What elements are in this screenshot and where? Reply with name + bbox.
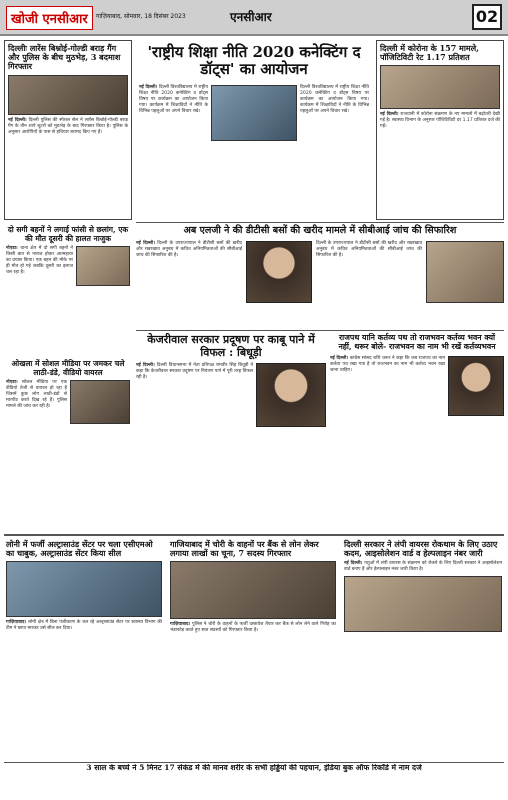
- story-body: दिल्ली विधानसभा में नेता प्रतिपक्ष रामवीर सिंह बिधूड़ी ने कहा कि केजरीवाल सरकार प्रदूषण पर नियंत्रण पाने में पूरी तरह विफल रही है।: [136, 363, 254, 381]
- story-body: लोनी क्षेत्र में बिना पंजीकरण के चल रहे अल्ट्रासाउंड सेंटर पर स्वास्थ्य विभाग की टीम ने छापा मारकर उसे सील कर दिया।: [6, 620, 162, 632]
- story-body: दिल्ली विश्वविद्यालय में राष्ट्रीय शिक्षा नीति 2020 कनेक्टिंग द डॉट्स विषय पर कार्यक्रम का आयोजन किया गया। कार्यक्रम में शिक्षाविदों ने नीति के विभिन्न पहलुओं पर अपने विचार रखे।: [139, 84, 208, 114]
- story-shooting: [4, 224, 132, 354]
- bus-photo: [426, 241, 504, 303]
- page-number: 02: [472, 4, 502, 30]
- tharoor-photo: [448, 356, 504, 416]
- story-covid: [376, 40, 504, 220]
- paper-name: खोजी एनसीआर: [6, 6, 93, 30]
- lg-photo: [246, 241, 312, 303]
- story-headline: ओखला में सोशल मीडिया पर जमकर चले लाठी-डंडे, वीडियो वायरल: [11, 359, 125, 377]
- story-dtc: [136, 224, 504, 328]
- dateline: नई दिल्ली।: [139, 84, 158, 90]
- story-body-cont: दिल्ली के उपराज्यपाल ने डीटीसी बसों की खरीद और रखरखाव अनुबंध में कथित अनियमितताओं की सीबीआई जांच की सिफारिश की है।: [316, 240, 422, 258]
- story-body: दिल्ली के उपराज्यपाल ने डीटीसी बसों की खरीद और रखरखाव अनुबंध में कथित अनियमितताओं की सीबीआई जांच की सिफारिश की है।: [136, 240, 242, 258]
- story-photo: [170, 561, 336, 619]
- dateline: गाज़ियाबाद।: [170, 622, 191, 628]
- story-vehicle-theft: [168, 538, 338, 760]
- story-body: थाना क्षेत्र में दो सगी बहनों ने किसी बात से नाराज होकर आत्महत्या का प्रयास किया। एक बहन की मौके पर ही मौत हो गई जबकि दूसरी का इलाज चल रहा है।: [6, 246, 73, 276]
- story-lead: [136, 40, 372, 220]
- dtc-headline: अब एलजी ने की डीटीसी बसों की खरीद मामले में सीबीआई जांच की सिफारिश: [183, 225, 457, 236]
- story-virus: [342, 538, 504, 760]
- dateline: नई दिल्ली।: [344, 561, 363, 567]
- story-body-cont: दिल्ली विश्वविद्यालय में राष्ट्रीय शिक्षा नीति 2020 कनेक्टिंग द डॉट्स विषय पर कार्यक्रम का आयोजन किया गया। कार्यक्रम में शिक्षाविदों ने नीति के विभिन्न पहलुओं पर अपने विचार रखे।: [300, 84, 369, 114]
- date-line: गाज़ियाबाद, सोमवार, 18 दिसंबर 2023: [96, 13, 186, 20]
- story-headline: गाजियाबाद में चोरी के वाहनों पर बैंक से लोन लेकर लगाया लाखों का चूना, 7 सदस्य गिरफ्तार: [170, 539, 319, 559]
- dateline: नई दिल्ली।: [136, 240, 155, 246]
- bidhuri-photo: [256, 363, 326, 427]
- story-photo: [8, 75, 128, 115]
- story-bottom: [4, 764, 504, 798]
- dateline: नई दिल्ली।: [8, 117, 27, 123]
- story-headline: दिल्ली में कोरोना के 157 मामले, पॉजिटिविटी रेट 1.17 प्रतिशत: [380, 43, 479, 63]
- masthead: [0, 0, 508, 36]
- lead-headline: 'राष्ट्रीय शिक्षा नीति 2020 कनेक्टिंग द डॉट्स' का आयोजन: [147, 43, 361, 79]
- story-photo: [76, 246, 130, 286]
- story-headline: दिल्लीः लारेंस बिश्नोई-गोल्डी बराड़ गैंग और पुलिस के बीच मुठभेड़, 3 बदमाश गिरफ्तार: [8, 43, 121, 72]
- story-photo: [344, 576, 502, 632]
- story-body: राजधानी में कोरोना संक्रमण के नए मामलों में बढ़ोतरी देखी गई है। स्वास्थ्य विभाग के अनुसार पॉजिटिविटी दर 1.17 प्रतिशत दर्ज की गई।: [380, 112, 500, 130]
- dateline: नई दिल्ली।: [136, 363, 155, 369]
- dateline: नोएडा।: [6, 380, 18, 386]
- story-body: पुलिस ने चोरी के वाहनों के फर्जी दस्तावेज तैयार कर बैंक से लोन लेने वाले गिरोह का भंडाफोड़ करते हुए सात सदस्यों को गिरफ्तार किया है।: [170, 622, 336, 634]
- section-title: एनसीआर: [230, 10, 272, 24]
- story-crime-top: [4, 40, 132, 220]
- story-photo: [6, 561, 162, 617]
- story-headline: दिल्ली सरकार ने लंपी वायरस रोकथाम के लिए उठाए कदम, आइसोलेशन वार्ड व हेल्पलाइन नंबर जारी: [344, 539, 498, 559]
- bottom-headline: 3 साल के बच्चे ने 5 मिनट 17 सेकंड में की मानव शरीर के सभी हड्डियों की पहचान, इंडिया बुक ऑफ रिकॉर्ड में नाम दर्ज: [86, 764, 422, 772]
- story-okhla: [4, 358, 132, 530]
- story-body: कांग्रेस सांसद शशि थरूर ने कहा कि जब राजपथ का नाम कर्तव्य पथ रखा गया है तो राजभवन का नाम भी कर्तव्य भवन रखा जाना चाहिए।: [330, 355, 445, 373]
- story-body: दिल्ली पुलिस की स्पेशल सेल ने लारेंस बिश्नोई-गोल्डी बराड़ गैंग के तीन शार्प शूटरों को मुठभेड़ के बाद गिरफ्तार किया है। पुलिस के अनुसार आरोपियों के पास से हथियार बरामद किए गए हैं।: [8, 117, 128, 135]
- pollution-headline: केजरीवाल सरकार प्रदूषण पर काबू पाने में विफल : बिधूड़ी: [147, 333, 315, 359]
- dateline: गाज़ियाबाद।: [6, 620, 27, 626]
- story-headline: लोनी में फर्जी अल्ट्रासाउंड सेंटर पर चला एसीएमओ का चाबुक, अल्ट्रासाउंड सेंटर किया सील: [6, 539, 153, 559]
- story-ultrasound: [4, 538, 164, 760]
- dateline: नई दिल्ली।: [380, 112, 399, 118]
- lead-photo: [211, 85, 297, 141]
- story-body: पशुओं में लंपी वायरस के संक्रमण को रोकने के लिए दिल्ली सरकार ने आइसोलेशन वार्ड बनाए हैं और हेल्पलाइन नंबर जारी किया है।: [344, 561, 502, 573]
- dateline: नोएडा।: [6, 246, 18, 252]
- story-photo: [70, 380, 130, 424]
- story-body: सोशल मीडिया पर एक वीडियो तेजी से वायरल हो रहा है जिसमें कुछ लोग लाठी-डंडों से मारपीट करते दिख रहे हैं। पुलिस मामले की जांच कर रही है।: [6, 380, 67, 410]
- story-pollution: [136, 332, 326, 532]
- rajpath-headline: राजपथ यानि कर्तव्य पथ तो राजभवन कर्तव्य भवन क्यों नहीं, थरूर बोले- राजभवन का नाम भी रखें कर्तव्यभवन: [338, 333, 496, 351]
- story-photo: [380, 65, 500, 109]
- story-headline: दो सगी बहनों ने लगाई फांसी से छलांग, एक की मौत दूसरी की हालत नाजुक: [7, 225, 129, 243]
- story-rajpath: [330, 332, 504, 532]
- dateline: नई दिल्ली।: [330, 355, 349, 361]
